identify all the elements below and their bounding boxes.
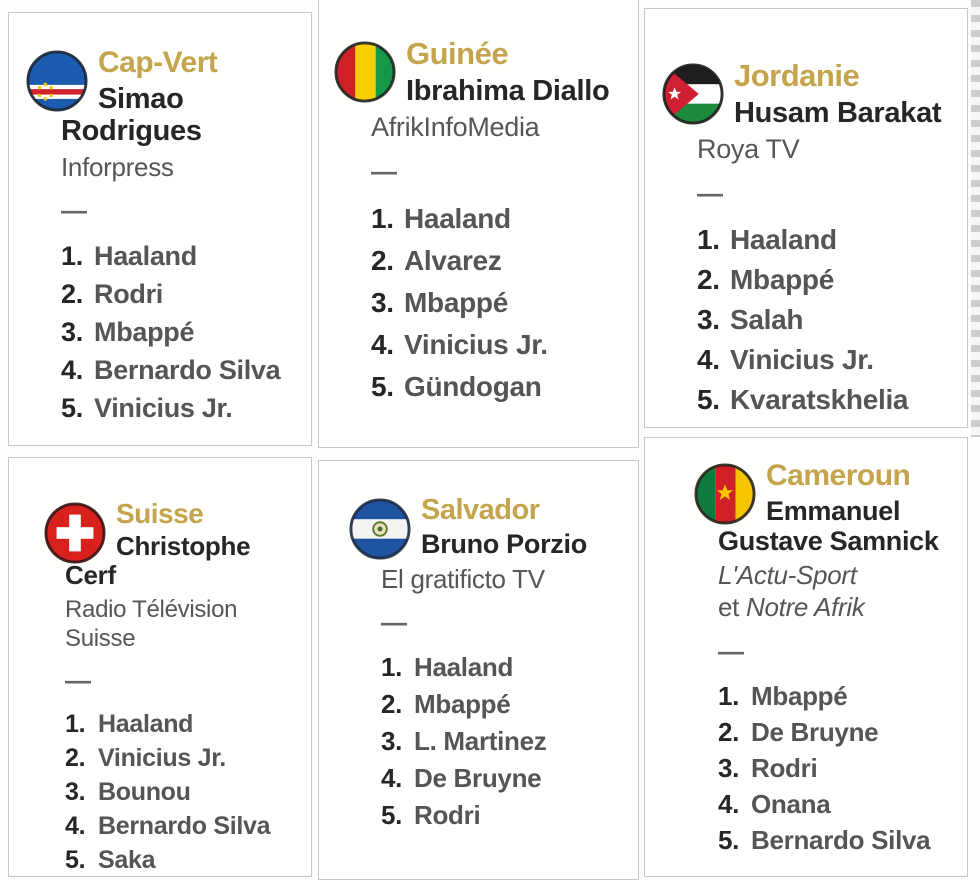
- separator-dash: —: [65, 665, 91, 696]
- ranking-item: [381, 797, 630, 834]
- media-outlet: Roya TV: [697, 134, 800, 165]
- player-name: Alvarez: [404, 245, 502, 277]
- ranking-item: [381, 723, 630, 760]
- rank-number: 5.: [697, 384, 720, 416]
- ranking-item: [65, 707, 303, 741]
- ballot-card-cameroun: [644, 437, 968, 877]
- player-name: Kvaratskhelia: [730, 384, 909, 416]
- ranking-list: [697, 220, 959, 420]
- rank-number: 1.: [65, 710, 86, 739]
- media-outlet: L'Actu-Sport: [718, 560, 857, 591]
- player-name: Mbappé: [730, 264, 834, 296]
- el-salvador-flag-icon: [349, 498, 411, 560]
- ranking-item: [61, 313, 303, 351]
- player-name: Gündogan: [404, 371, 542, 403]
- ranking-item: [65, 809, 303, 843]
- ranking-item: [697, 220, 959, 260]
- ranking-item: [65, 741, 303, 775]
- rank-number: 4.: [61, 355, 83, 386]
- player-name: Vinicius Jr.: [98, 744, 226, 773]
- journalist-name: Husam Barakat: [734, 96, 942, 129]
- card-body: [645, 9, 967, 420]
- journalist-name: Christophe Cerf: [65, 531, 251, 591]
- card-body: [9, 458, 311, 877]
- rank-number: 4.: [718, 788, 740, 819]
- rank-number: 1.: [61, 241, 83, 272]
- separator-dash: —: [697, 178, 723, 209]
- ranking-item: [371, 240, 630, 282]
- ranking-item: [61, 237, 303, 275]
- ranking-item: [381, 760, 630, 797]
- media-outlet: AfrikInfoMedia: [371, 112, 540, 143]
- rank-number: 5.: [718, 824, 740, 855]
- player-name: Vinicius Jr.: [404, 329, 548, 361]
- player-name: Haaland: [730, 224, 837, 256]
- media-outlet-conjunction: et: [718, 591, 747, 622]
- ranking-item: [61, 275, 303, 313]
- ranking-item: [718, 714, 959, 750]
- player-name: L. Martinez: [414, 726, 547, 757]
- player-name: Onana: [751, 788, 831, 819]
- rank-number: 3.: [65, 778, 86, 807]
- ranking-list: [65, 707, 303, 877]
- journalist-name: Bruno Porzio: [421, 529, 587, 560]
- country-name: Guinée: [406, 36, 509, 71]
- rank-number: 4.: [381, 763, 403, 794]
- ranking-item: [718, 786, 959, 822]
- rank-number: 3.: [381, 726, 403, 757]
- ranking-list: [371, 198, 630, 408]
- player-name: Haaland: [404, 203, 511, 235]
- rank-number: 4.: [65, 812, 86, 841]
- player-name: De Bruyne: [751, 716, 879, 747]
- player-name: Haaland: [94, 241, 197, 272]
- card-body: [645, 438, 967, 858]
- ballot-card-jordanie: [644, 8, 968, 428]
- player-name: Saka: [98, 846, 156, 875]
- country-name: Jordanie: [734, 58, 860, 93]
- player-name: Rodri: [751, 752, 818, 783]
- rank-number: 1.: [697, 224, 720, 256]
- country-name: Cameroun: [766, 459, 911, 492]
- separator-dash: —: [371, 156, 397, 187]
- cameroon-flag-icon: [694, 463, 756, 525]
- country-name: Cap-Vert: [98, 46, 218, 79]
- rank-number: 2.: [697, 264, 720, 296]
- ranking-list: [381, 649, 630, 834]
- player-name: Bounou: [98, 778, 191, 807]
- ballot-card-suisse: [8, 457, 312, 877]
- rank-number: 2.: [61, 279, 83, 310]
- ranking-item: [371, 324, 630, 366]
- ranking-item: [697, 380, 959, 420]
- rank-number: 2.: [718, 716, 740, 747]
- ranking-item: [61, 351, 303, 389]
- ranking-item: [65, 775, 303, 809]
- country-name: Suisse: [116, 498, 204, 529]
- rank-number: 1.: [718, 680, 740, 711]
- player-name: Bernardo Silva: [94, 355, 281, 386]
- player-name: Vinicius Jr.: [94, 393, 233, 424]
- rank-number: 3.: [718, 752, 740, 783]
- jordan-flag-icon: [662, 63, 724, 125]
- ranking-item: [61, 389, 303, 427]
- ballot-card-guinee: [318, 0, 639, 448]
- ranking-item: [697, 300, 959, 340]
- ranking-item: [381, 649, 630, 686]
- card-body: [319, 461, 638, 834]
- rank-number: 2.: [371, 245, 394, 277]
- guinea-flag-icon: [334, 41, 396, 103]
- ranking-item: [697, 260, 959, 300]
- media-outlet: El gratificto TV: [381, 563, 545, 594]
- player-name: Bernardo Silva: [751, 824, 931, 855]
- rank-number: 2.: [381, 689, 403, 720]
- ranking-item: [371, 282, 630, 324]
- card-body: [9, 13, 311, 427]
- journalist-name: Ibrahima Diallo: [406, 74, 610, 107]
- player-name: Mbappé: [404, 287, 508, 319]
- ranking-item: [718, 750, 959, 786]
- ranking-item: [371, 198, 630, 240]
- separator-dash: —: [718, 635, 744, 666]
- rank-number: 3.: [371, 287, 394, 319]
- ranking-list: [718, 678, 959, 858]
- player-name: Haaland: [414, 652, 514, 683]
- rank-number: 4.: [371, 329, 394, 361]
- rank-number: 3.: [697, 304, 720, 336]
- journalist-name: Emmanuel Gustave Samnick: [718, 495, 939, 556]
- player-name: Haaland: [98, 710, 194, 739]
- player-name: Mbappé: [414, 689, 511, 720]
- ranking-item: [718, 678, 959, 714]
- player-name: Mbappé: [751, 680, 848, 711]
- rank-number: 3.: [61, 317, 83, 348]
- rank-number: 5.: [371, 371, 394, 403]
- ballot-card-cap-vert: [8, 12, 312, 446]
- separator-dash: —: [381, 607, 407, 638]
- rank-number: 4.: [697, 344, 720, 376]
- player-name: Bernardo Silva: [98, 812, 271, 841]
- player-name: Vinicius Jr.: [730, 344, 874, 376]
- ranking-item: [371, 366, 630, 408]
- player-name: Salah: [730, 304, 804, 336]
- player-name: Mbappé: [94, 317, 195, 348]
- media-outlet-secondary: Notre Afrik: [746, 591, 865, 622]
- rank-number: 1.: [381, 652, 403, 683]
- switzerland-flag-icon: [44, 502, 106, 564]
- rank-number: 2.: [65, 744, 86, 773]
- ranking-item: [718, 822, 959, 858]
- ranking-list: [61, 237, 303, 427]
- cape-verde-flag-icon: [26, 50, 88, 112]
- player-name: Rodri: [94, 279, 163, 310]
- card-body: [319, 0, 638, 408]
- rank-number: 5.: [61, 393, 83, 424]
- media-outlet: Inforpress: [61, 151, 174, 182]
- rank-number: 1.: [371, 203, 394, 235]
- player-name: De Bruyne: [414, 763, 542, 794]
- ballot-card-salvador: [318, 460, 639, 880]
- ranking-item: [381, 686, 630, 723]
- scan-edge-artifact: [971, 0, 980, 437]
- country-name: Salvador: [421, 494, 540, 526]
- ranking-item: [65, 843, 303, 877]
- separator-dash: —: [61, 195, 87, 226]
- rank-number: 5.: [381, 800, 403, 831]
- media-outlet: Radio Télévision Suisse: [65, 595, 238, 652]
- rank-number: 5.: [65, 846, 86, 875]
- player-name: Rodri: [414, 800, 481, 831]
- journalist-name: Simao Rodrigues: [61, 82, 202, 148]
- ranking-item: [697, 340, 959, 380]
